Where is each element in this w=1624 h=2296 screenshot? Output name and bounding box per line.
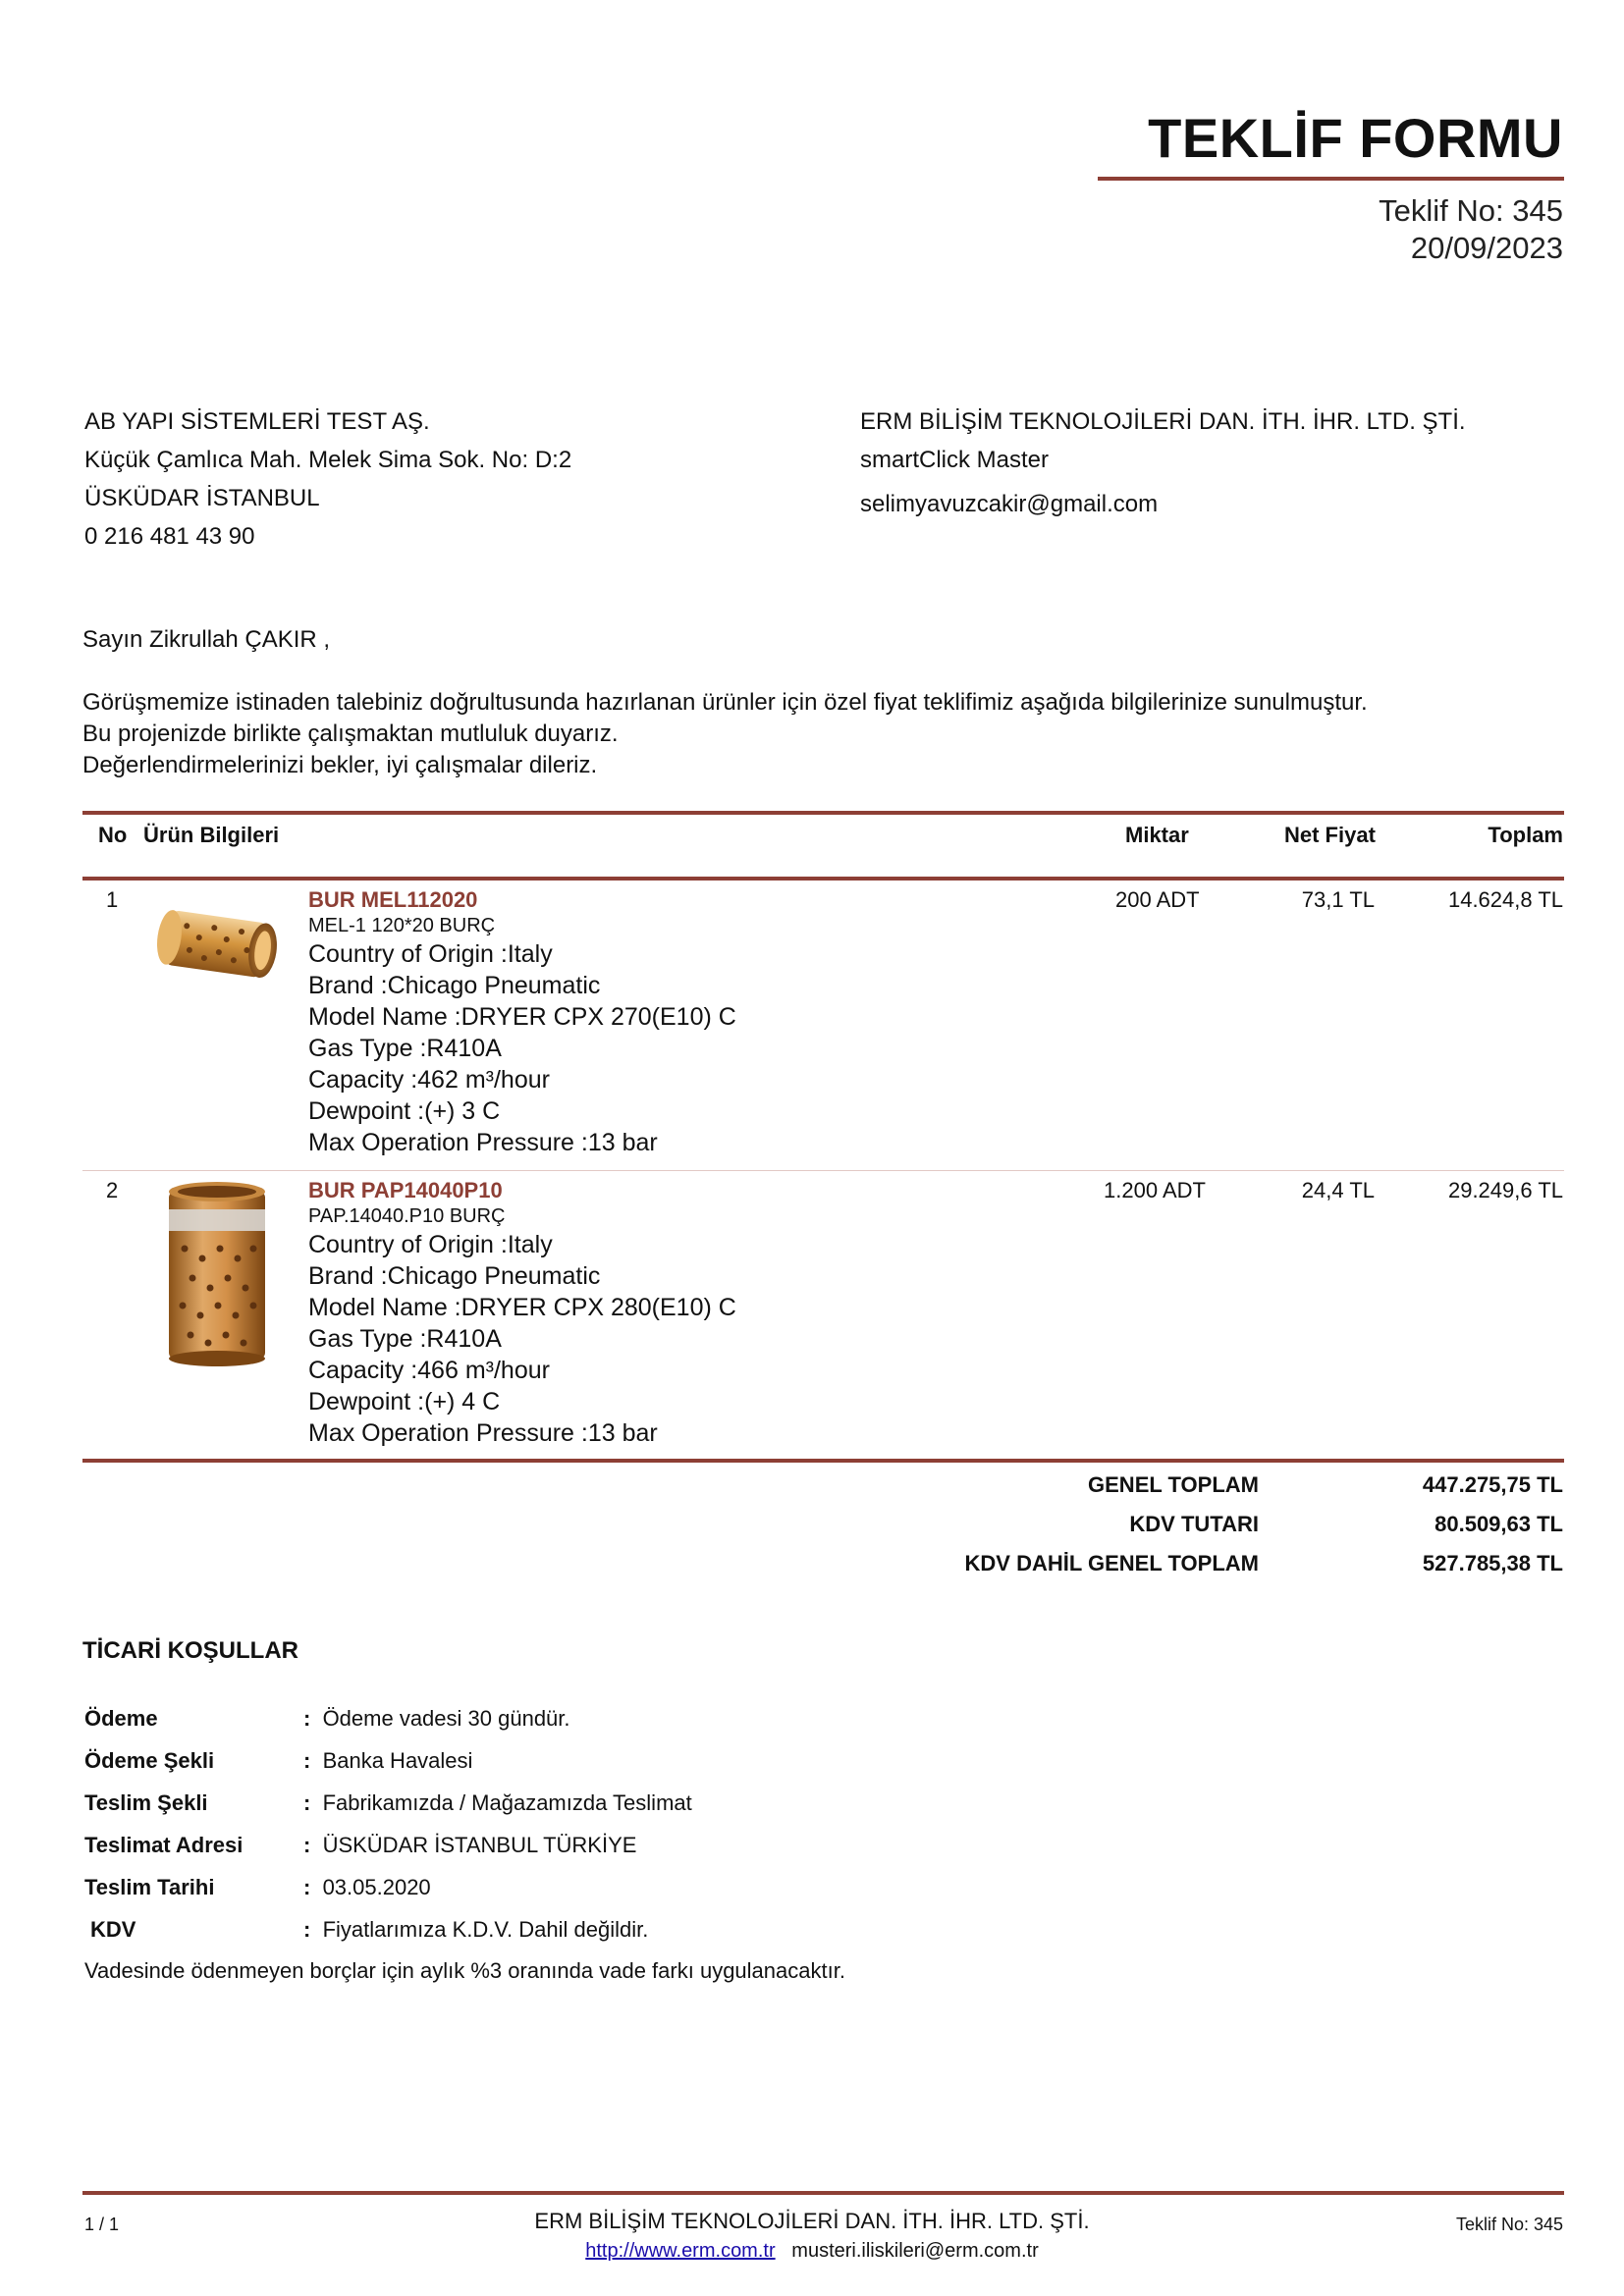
term-value-text: Ödeme vadesi 30 gündür. xyxy=(322,1706,570,1731)
product-attr: Capacity :466 m³/hour xyxy=(308,1357,550,1384)
product-attr: Country of Origin :Italy xyxy=(308,1231,553,1258)
company-email: selimyavuzcakir@gmail.com xyxy=(860,491,1159,517)
term-colon: : xyxy=(303,1748,311,1773)
letter-line-1: Görüşmemize istinaden talebiniz doğrultusunda hazırlanan ürünler için özel fiyat teklifimiz aşağıda bilgilerinize sunulmuştur. xyxy=(82,689,1368,716)
term-value-text: Fabrikamızda / Mağazamızda Teslimat xyxy=(322,1790,692,1815)
customer-address: Küçük Çamlıca Mah. Melek Sima Sok. No: D:2 xyxy=(84,447,572,473)
product-attr: Gas Type :R410A xyxy=(308,1325,502,1353)
customer-phone: 0 216 481 43 90 xyxy=(84,523,255,550)
term-colon: : xyxy=(303,1875,311,1899)
term-value xyxy=(303,1875,431,1900)
term-value-text: Fiyatlarımıza K.D.V. Dahil değildir. xyxy=(322,1917,649,1942)
letter-line-3: Değerlendirmelerinizi bekler, iyi çalışmalar dileriz. xyxy=(82,752,598,778)
general-total-label: GENEL TOPLAM xyxy=(1088,1472,1259,1497)
quote-number: Teklif No: 345 xyxy=(1379,193,1563,228)
term-label: Teslimat Adresi xyxy=(84,1833,244,1857)
term-colon: : xyxy=(303,1790,311,1815)
terms-title: TİCARİ KOŞULLAR xyxy=(82,1637,298,1664)
table-top-rule xyxy=(82,811,1564,815)
footer-rule xyxy=(82,2191,1564,2195)
col-header-total: Toplam xyxy=(1488,823,1563,847)
term-value-text: ÜSKÜDAR İSTANBUL TÜRKİYE xyxy=(322,1833,637,1857)
customer-city: ÜSKÜDAR İSTANBUL xyxy=(84,485,320,511)
footer-email: musteri.iliskileri@erm.com.tr xyxy=(791,2240,1039,2262)
footer-contact xyxy=(0,2240,1624,2263)
product-description: MEL-1 120*20 BURÇ xyxy=(308,915,496,936)
general-total-value: 447.275,75 TL xyxy=(1422,1472,1563,1497)
term-value xyxy=(303,1917,648,1943)
table-row xyxy=(0,1178,1624,1457)
product-attr: Max Operation Pressure :13 bar xyxy=(308,1129,658,1156)
title-underline xyxy=(1098,177,1564,181)
col-header-product: Ürün Bilgileri xyxy=(143,823,280,847)
late-payment-note: Vadesinde ödenmeyen borçlar için aylık %3 oranında vade farkı uygulanacaktır. xyxy=(84,1958,845,1983)
term-value xyxy=(303,1833,636,1858)
col-header-qty: Miktar xyxy=(1125,823,1189,847)
page-number: 1 / 1 xyxy=(84,2215,120,2234)
document-title: TEKLİF FORMU xyxy=(1148,107,1563,169)
customer-name: AB YAPI SİSTEMLERİ TEST AŞ. xyxy=(84,408,430,435)
footer-company: ERM BİLİŞİM TEKNOLOJİLERİ DAN. İTH. İHR. LTD. ŞTİ. xyxy=(534,2209,1090,2233)
row-price: 24,4 TL xyxy=(1301,1178,1375,1202)
term-colon: : xyxy=(303,1917,311,1942)
footer-quote-number: Teklif No: 345 xyxy=(1455,2215,1563,2234)
term-label: Teslim Tarihi xyxy=(84,1875,215,1899)
term-label: Teslim Şekli xyxy=(84,1790,208,1815)
term-value xyxy=(303,1748,472,1774)
footer-website-link[interactable]: http://www.erm.com.tr xyxy=(585,2240,776,2262)
product-attr: Country of Origin :Italy xyxy=(308,940,553,968)
product-info xyxy=(308,1178,736,1449)
product-attr: Brand :Chicago Pneumatic xyxy=(308,972,601,999)
greeting: Sayın Zikrullah ÇAKIR , xyxy=(82,626,331,653)
vat-amount-label: KDV TUTARI xyxy=(1129,1512,1259,1536)
row-total: 14.624,8 TL xyxy=(1447,887,1563,912)
product-attr: Gas Type :R410A xyxy=(308,1035,502,1062)
product-attr: Brand :Chicago Pneumatic xyxy=(308,1262,601,1290)
term-value-text: Banka Havalesi xyxy=(322,1748,473,1773)
row-no: 2 xyxy=(106,1178,119,1202)
company-name: ERM BİLİŞİM TEKNOLOJİLERİ DAN. İTH. İHR. LTD. ŞTİ. xyxy=(860,408,1466,435)
company-contact: smartClick Master xyxy=(860,447,1050,473)
product-attr: Model Name :DRYER CPX 280(E10) C xyxy=(308,1294,736,1321)
term-value-text: 03.05.2020 xyxy=(322,1875,431,1899)
product-code: BUR MEL112020 xyxy=(308,887,478,912)
term-value xyxy=(303,1706,570,1732)
col-header-price: Net Fiyat xyxy=(1284,823,1376,847)
product-attr: Max Operation Pressure :13 bar xyxy=(308,1419,658,1447)
product-code: BUR PAP14040P10 xyxy=(308,1178,503,1202)
col-header-no: No xyxy=(98,823,128,847)
product-attr: Dewpoint :(+) 4 C xyxy=(308,1388,501,1415)
customer-block xyxy=(84,408,571,561)
letter-body xyxy=(82,687,1368,781)
row-price: 73,1 TL xyxy=(1301,887,1375,912)
quote-date: 20/09/2023 xyxy=(1410,231,1563,265)
term-colon: : xyxy=(303,1706,311,1731)
vat-amount-value: 80.509,63 TL xyxy=(1435,1512,1563,1536)
table-header-rule xyxy=(82,877,1564,881)
term-label: Ödeme xyxy=(84,1706,158,1731)
product-attr: Capacity :462 m³/hour xyxy=(308,1066,550,1094)
product-image-bushing xyxy=(155,895,283,993)
vat-included-total-value: 527.785,38 TL xyxy=(1422,1551,1563,1575)
table-row xyxy=(0,887,1624,1170)
product-attr: Model Name :DRYER CPX 270(E10) C xyxy=(308,1003,736,1031)
company-block xyxy=(860,408,1466,529)
term-label: KDV xyxy=(90,1917,136,1942)
product-info xyxy=(308,887,736,1158)
row-total: 29.249,6 TL xyxy=(1447,1178,1563,1202)
vat-included-total-label: KDV DAHİL GENEL TOPLAM xyxy=(964,1551,1259,1575)
letter-line-2: Bu projenizde birlikte çalışmaktan mutluluk duyarız. xyxy=(82,721,619,747)
row-no: 1 xyxy=(106,887,119,912)
term-label: Ödeme Şekli xyxy=(84,1748,215,1773)
product-attr: Dewpoint :(+) 3 C xyxy=(308,1097,501,1125)
row-divider xyxy=(82,1170,1564,1171)
product-image-bushing xyxy=(163,1180,271,1368)
table-bottom-rule xyxy=(82,1459,1564,1463)
row-qty: 200 ADT xyxy=(1115,887,1200,912)
term-colon: : xyxy=(303,1833,311,1857)
row-qty: 1.200 ADT xyxy=(1104,1178,1206,1202)
product-description: PAP.14040.P10 BURÇ xyxy=(308,1205,506,1227)
term-value xyxy=(303,1790,692,1816)
